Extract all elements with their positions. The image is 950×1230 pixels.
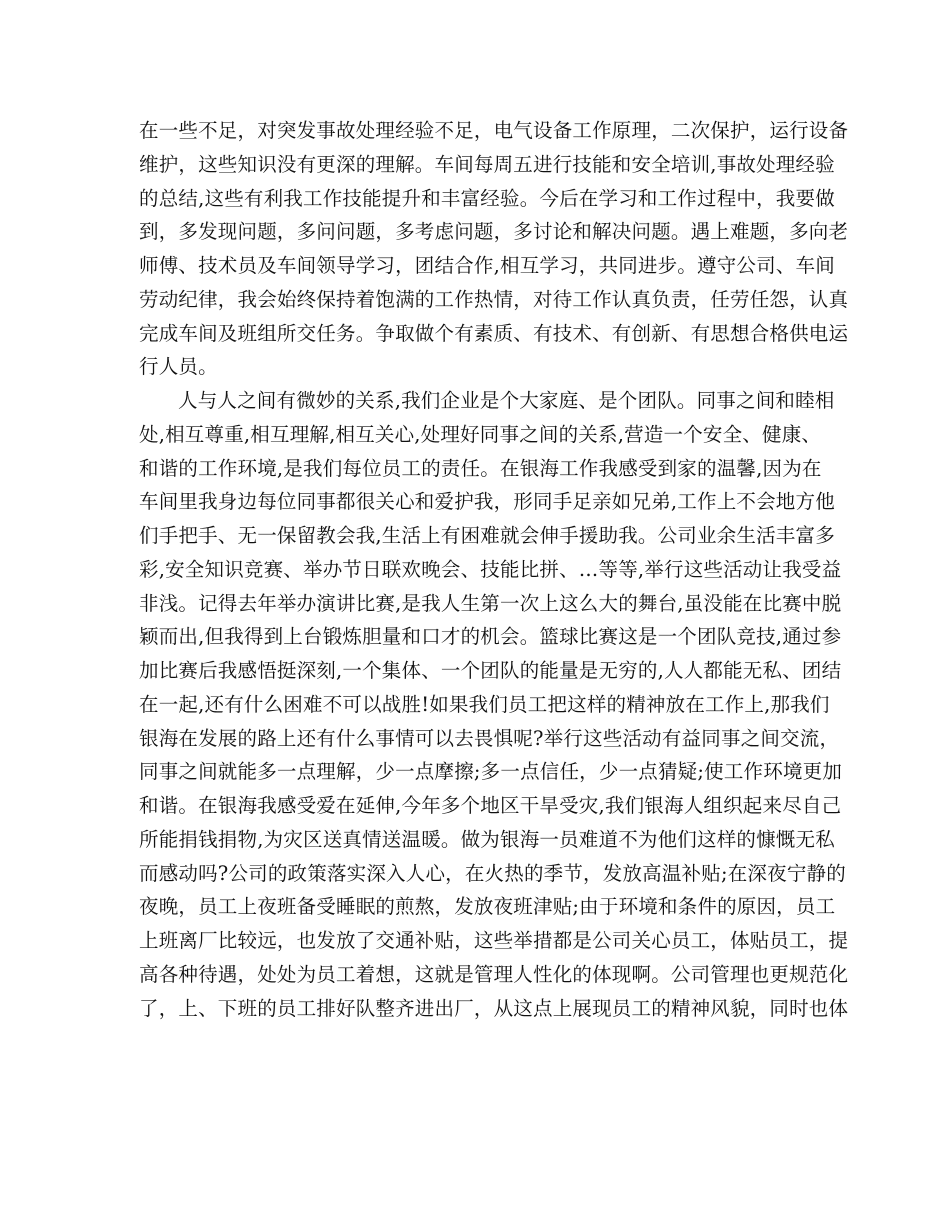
text-line: 师傅、技术员及车间领导学习，团结合作,相互学习，共同进步。遵守公司、车间 [139,254,835,277]
text-line: 同事之间就能多一点理解，少一点摩擦;多一点信任，少一点猜疑;使工作环境更加 [139,760,843,784]
text-line: 完成车间及班组所交任务。争取做个有素质、有技术、有创新、有思想合格供电运 [139,321,849,345]
text-line: 维护，这些知识没有更深的理解。车间每周五进行技能和安全培训,事故处理经验 [139,152,835,176]
text-line: 了，上、下班的员工排好队整齐进出厂，从这点上展现员工的精神风貌，同时也体 [139,996,849,1020]
paragraph-2 [139,384,849,1025]
document-body [139,114,849,1025]
text-line: 的总结,这些有利我工作技能提升和丰富经验。今后在学习和工作过程中，我要做 [139,186,835,210]
text-line: 劳动纪律，我会始终保持着饱满的工作热情，对待工作认真负责，任劳任怨，认真 [139,287,849,311]
text-line: 非浅。记得去年举办演讲比赛,是我人生第一次上这么大的舞台,虽没能在比赛中脱 [139,591,842,615]
text-line: 在一些不足，对突发事故处理经验不足，电气设备工作原理，二次保护，运行设备 [139,119,849,142]
text-line: 所能捐钱捐物,为灾区送真情送温暖。做为银海一员难道不为他们这样的慷慨无私 [139,827,835,851]
text-line: 处,相互尊重,相互理解,相互关心,处理好同事之间的关系,营造一个安全、健康、 [139,422,822,446]
text-line: 到，多发现问题，多问问题，多考虑问题，多讨论和解决问题。遇上难题，多向老 [139,220,849,244]
text-line: 加比赛后我感悟挺深刻,一个集体、一个团队的能量是无穷的,人人都能无私、团结 [139,659,842,682]
paragraph-1 [139,114,849,384]
text-line: 上班离厂比较远，也发放了交通补贴，这些举措都是公司关心员工，体贴员工，提 [139,929,849,952]
text-line: 夜晚，员工上夜班备受睡眠的煎熬，发放夜班津贴;由于环境和条件的原因，员工 [139,895,836,919]
text-line: 在一起,还有什么困难不可以战胜!如果我们员工把这样的精神放在工作上,那我们 [139,692,830,716]
text-line: 银海在发展的路上还有什么事情可以去畏惧呢?举行这些活动有益同事之间交流， [139,726,840,750]
text-line: 颖而出,但我得到上台锻炼胆量和口才的机会。篮球比赛这是一个团队竞技,通过参 [139,625,842,649]
text-line: 车间里我身边每位同事都很关心和爱护我，形同手足亲如兄弟,工作上不会地方他 [139,490,835,514]
text-line: 们手把手、无一保留教会我,生活上有困难就会伸手援助我。公司业余生活丰富多 [139,524,835,547]
text-line: 和谐。在银海我感受爱在延伸,今年多个地区干旱受灾,我们银海人组织起来尽自己 [139,794,842,817]
text-line: 行人员。 [139,355,218,379]
text-line: 彩,安全知识竞赛、举办节日联欢晚会、技能比拼、…等等,举行这些活动让我受益 [139,557,842,581]
text-line: 而感动吗?公司的政策落实深入人心，在火热的季节，发放高温补贴;在深夜宁静的 [139,861,846,885]
text-line: 高各种待遇，处处为员工着想，这就是管理人性化的体现啊。公司管理也更规范化 [139,962,849,986]
text-line: 和谐的工作环境,是我们每位员工的责任。在银海工作我感受到家的温馨,因为在 [139,456,822,480]
text-line: 人与人之间有微妙的关系,我们企业是个大家庭、是个团队。同事之间和睦相 [178,389,835,412]
